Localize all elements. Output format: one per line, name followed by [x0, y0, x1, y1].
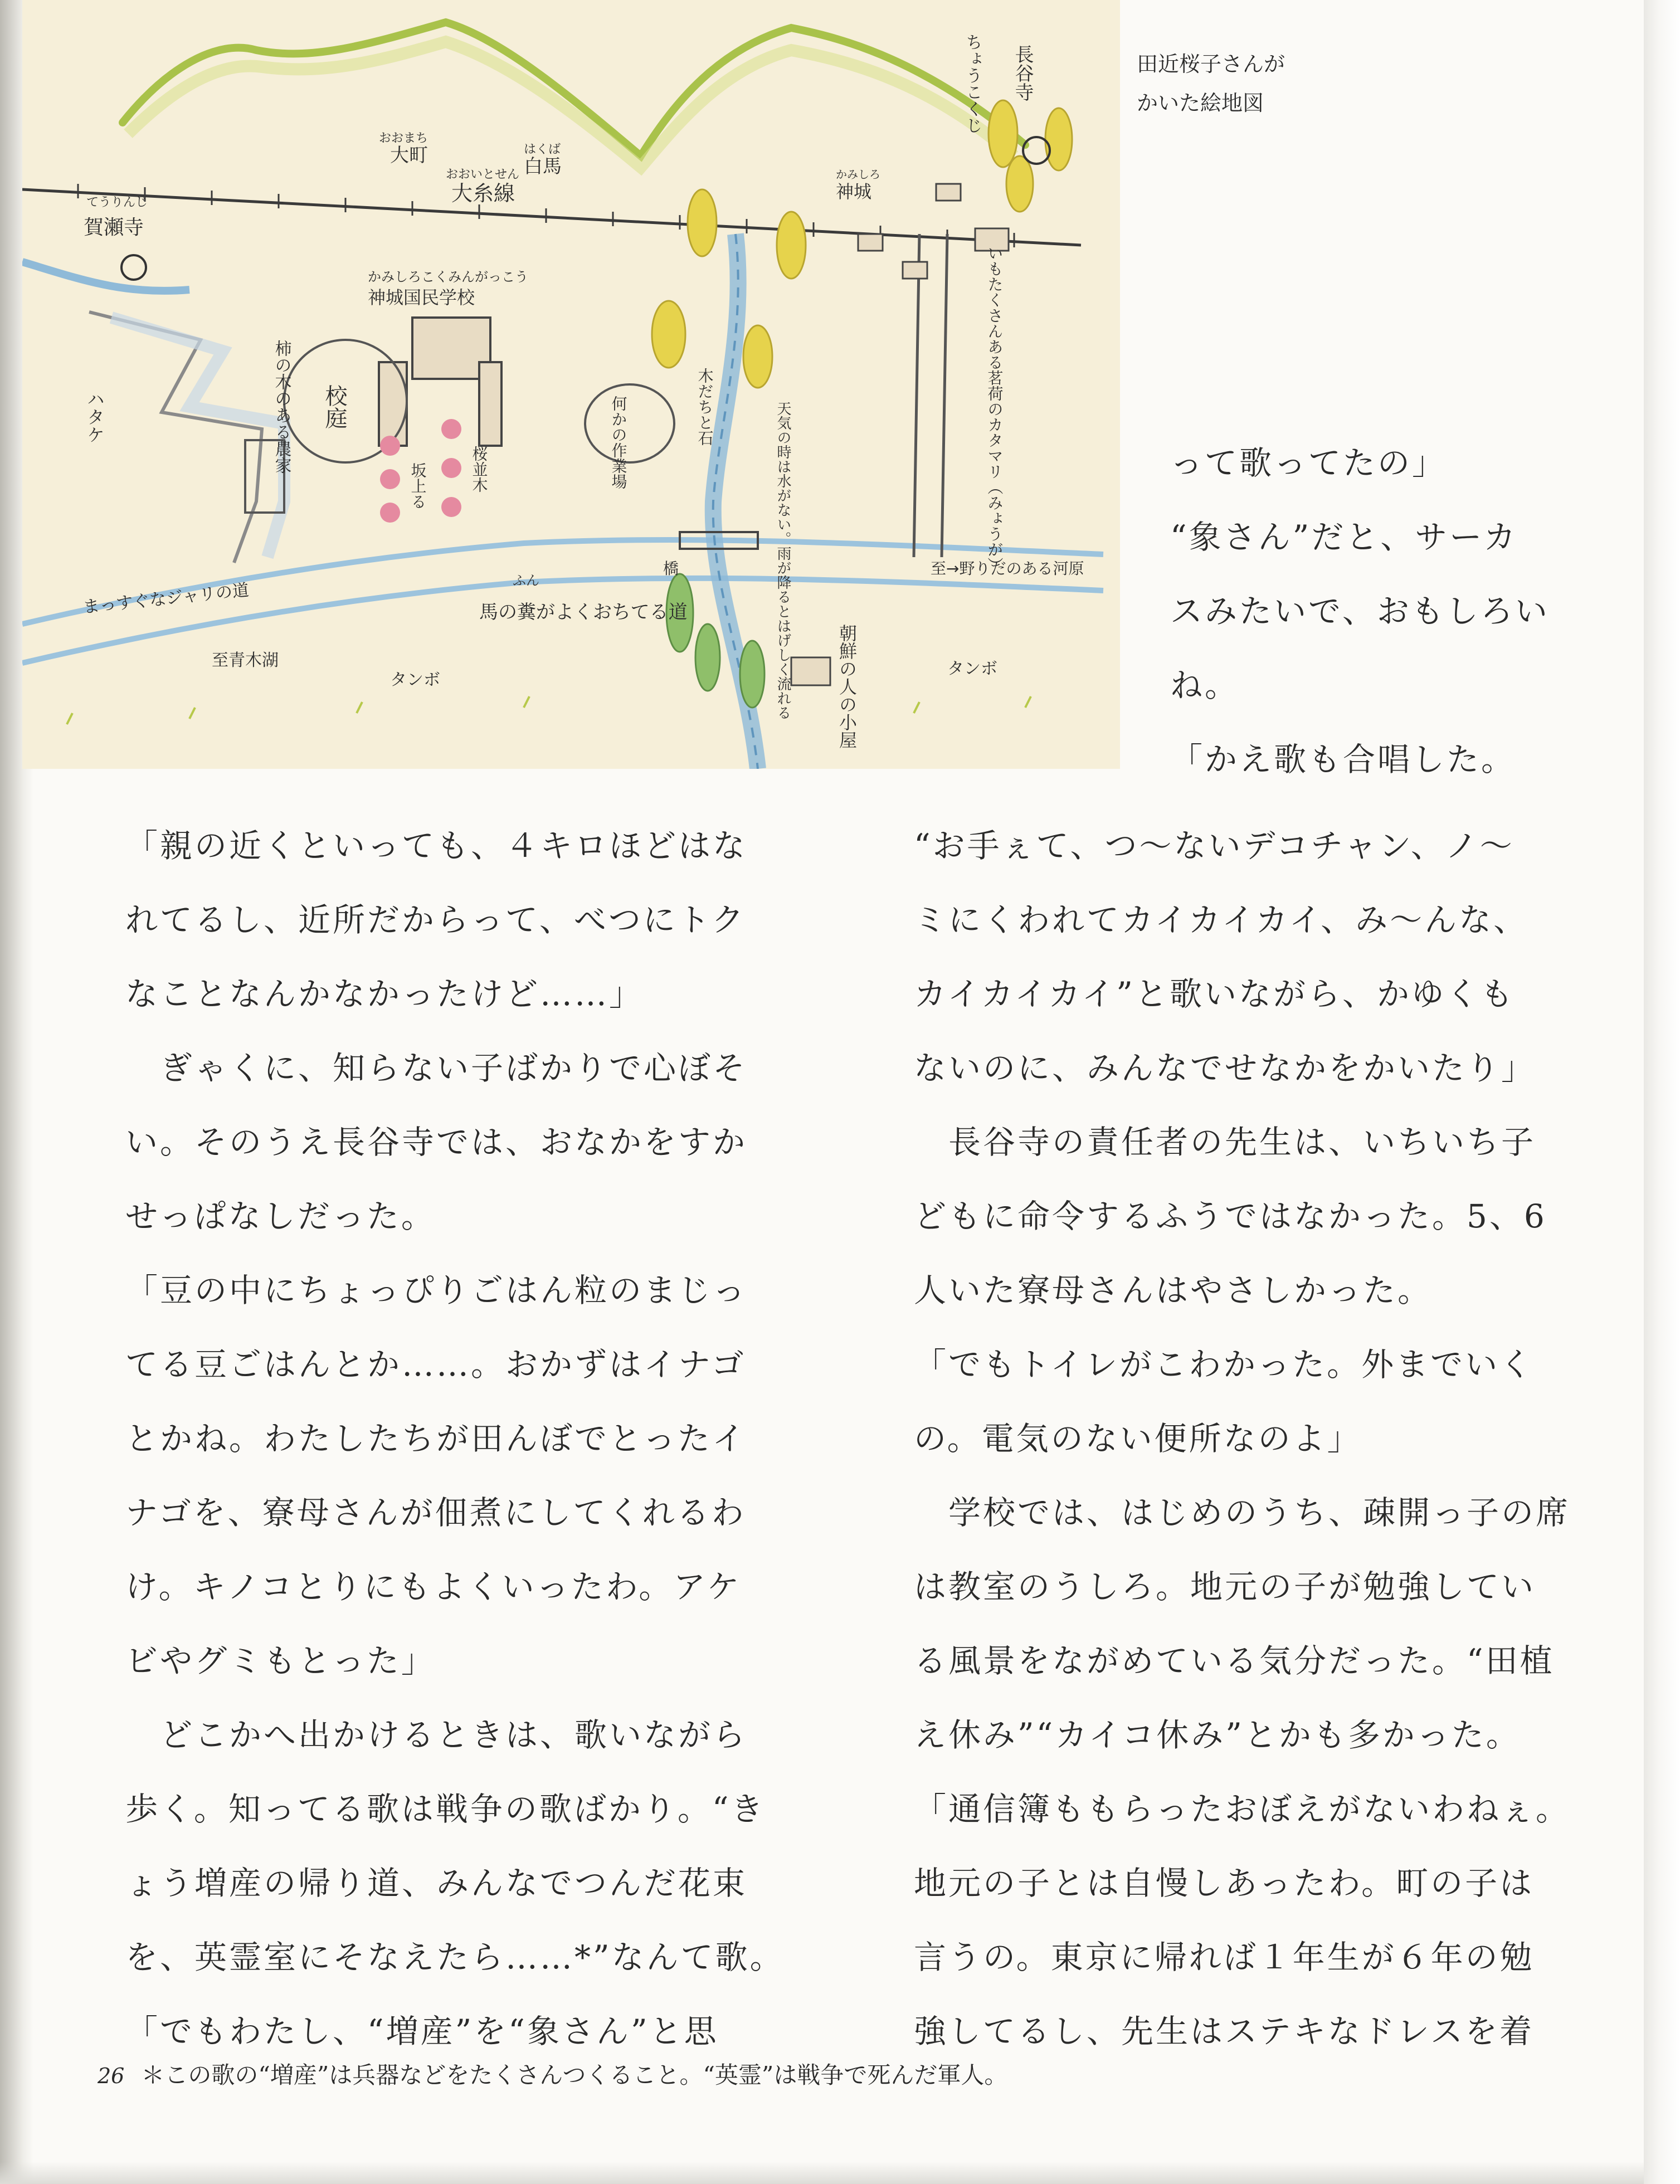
temple-symbol-left	[121, 255, 146, 280]
page-number: 26	[98, 2064, 125, 2088]
text-line: 「かえ歌も合唱した。	[1170, 740, 1516, 778]
text-line: け。キノコとりにもよくいったわ。アケ	[125, 1568, 742, 1606]
text-line: てる豆ごはんとか……。おかずはイナゴ	[125, 1346, 746, 1383]
map-label-kamishiro-ruby: かみしろ	[836, 168, 880, 181]
map-label-chokokuji-kanji: 長谷寺	[1011, 45, 1034, 101]
text-line: 「でもトイレがこわかった。外までいく	[914, 1346, 1535, 1383]
map-label-schoolyard: 校庭	[322, 384, 347, 429]
hand-drawn-map	[22, 0, 1120, 769]
map-label-bridge: 橋	[663, 559, 679, 578]
text-line: 「でもわたし、“増産”を“象さん”と思	[125, 2012, 719, 2050]
map-label-to-onsen: 至→野りだのある河原	[931, 559, 1084, 578]
map-label-sakura: 桜並木	[470, 446, 489, 493]
map-label-hakuba-ruby: はくば	[524, 143, 561, 157]
map-label-chokokuji-kana: ちょうこくじ	[962, 33, 982, 134]
map-label-omachi-ruby: おおまち	[379, 131, 428, 145]
map-label-line-ruby: おおいとせん	[446, 168, 520, 182]
text-line: を、英霊室にそなえたら……*”なんて歌。	[125, 1938, 785, 1976]
page-bottom-edge	[0, 2162, 1644, 2184]
map-label-kamishiro: 神城	[836, 181, 872, 202]
text-line: ょう増産の帰り道、みんなでつんだ花束	[125, 1864, 748, 1902]
village-houses	[791, 184, 1009, 685]
temple-road	[914, 234, 919, 557]
map-label-tanbo-2: タンボ	[947, 659, 997, 679]
text-line: 歩く。知ってる歌は戦争の歌ばかり。“き	[125, 1790, 766, 1828]
text-line: せっぱなしだった。	[125, 1197, 436, 1235]
map-label-slope: 坂上る	[408, 462, 427, 509]
text-line: スみたいで、おもしろい	[1170, 592, 1550, 630]
text-line: れてるし、近所だからって、べつにトク	[125, 901, 746, 939]
text-line: とかね。わたしたちが田んぼでとったイ	[125, 1420, 747, 1457]
text-line: 学校では、はじめのうち、疎開っ子の席	[914, 1494, 1571, 1532]
map-label-trees-stone: 木だちと石	[695, 368, 714, 446]
text-line: る風景をながめている気分だった。“田植	[914, 1642, 1555, 1680]
text-line: 「通信簿ももらったおぼえがないわねぇ。	[914, 1790, 1571, 1828]
map-label-straight-road: まっすぐなジャリの道	[82, 580, 250, 617]
text-line: “お手ぇて、つ～ないデコチャン、ノ～	[914, 827, 1515, 865]
map-label-school-ruby: かみしろこくみんがっこう	[368, 269, 528, 285]
map-caption	[1137, 45, 1371, 123]
text-line: え休み”“カイコ休み”とかも多かった。	[914, 1716, 1521, 1754]
text-line: 地元の子とは自慢しあったわ。町の子は	[914, 1864, 1535, 1902]
left-river	[22, 262, 189, 291]
text-line: 「豆の中にちょっぴりごはん粒のまじっ	[125, 1271, 748, 1309]
text-line: ぎゃくに、知らない子ばかりで心ぼそ	[125, 1049, 748, 1087]
text-line: どもに命令するふうではなかった。5、6	[914, 1197, 1547, 1235]
map-label-myoga: いもたくさんある茗荷のカタマリ（みょうが）	[985, 245, 1004, 573]
text-line: 言うの。東京に帰れば１年生が６年の勉	[914, 1938, 1535, 1976]
map-label-workshop: 何かの作業場	[609, 396, 628, 489]
railway-line	[22, 189, 1081, 245]
mountain-ridge	[123, 22, 1025, 156]
map-label-tanbo-1: タンボ	[390, 670, 440, 690]
map-label-water: 天気の時は水がない。雨が降るとはげしく流れる	[775, 401, 791, 720]
text-column-left	[125, 809, 866, 2069]
map-label-omachi: 大町	[390, 144, 428, 167]
text-line: 強してるし、先生はステキなドレスを着	[914, 2012, 1535, 2050]
map-label-temple-left-ruby: てうりんじ	[86, 196, 148, 209]
caption-line-1: 田近桜子さんが	[1137, 52, 1285, 76]
map-label-to-nojiri: 至青木湖	[212, 651, 279, 670]
map-label-hakuba: 白馬	[524, 155, 562, 178]
winding-road	[89, 312, 262, 563]
text-line: ナゴを、寮母さんが佃煮にしてくれるわ	[125, 1494, 746, 1532]
page-right-edge	[1644, 0, 1680, 2184]
text-line: って歌ってたの」	[1170, 444, 1447, 482]
map-label-dung-hint: ふん	[513, 573, 539, 588]
map-label-persimmon: 柿の木のある農家	[271, 340, 291, 474]
caption-line-2: かいた絵地図	[1137, 91, 1264, 115]
map-label-school: 神城国民学校	[368, 287, 475, 308]
text-line: カイカイカイ”と歌いながら、かゆくも	[914, 975, 1515, 1013]
text-line: の。電気のない便所なのよ」	[914, 1420, 1362, 1457]
workshop-bubble	[585, 384, 674, 462]
text-line: なことなんかなかったけど……」	[125, 975, 644, 1013]
footnote-text: ＊この歌の“増産”は兵器などをたくさんつくること。“英霊”は戦争で死んだ軍人。	[141, 2061, 1008, 2089]
text-line: ビやグミもとった」	[125, 1642, 436, 1680]
footnote	[98, 2059, 1435, 2093]
text-line: 長谷寺の責任者の先生は、いちいち子	[914, 1123, 1536, 1161]
text-line: 「親の近くといっても、４キロほどはな	[125, 827, 748, 865]
text-line: ないのに、みんなでせなかをかいたり」	[914, 1049, 1536, 1087]
text-line: どこかへ出かけるときは、歌いながら	[125, 1716, 748, 1754]
map-label-korean-hut: 朝鮮の人の小屋	[836, 624, 858, 749]
map-label-temple-left: 賀瀬寺	[84, 216, 144, 239]
text-column-right	[914, 809, 1638, 2069]
text-line: ミにくわれてカイカイカイ、み～んな、	[914, 901, 1528, 939]
text-line: “象さん”だと、サーカ	[1170, 518, 1518, 556]
text-line: ね。	[1170, 666, 1240, 704]
text-line: は教室のうしろ。地元の子が勉強してい	[914, 1568, 1536, 1606]
map-label-dung: 馬の糞がよくおちてる道	[479, 601, 688, 623]
map-label-line: 大糸線	[451, 181, 515, 206]
text-line: 人いた寮母さんはやさしかった。	[914, 1271, 1433, 1309]
map-label-field: ハタケ	[84, 390, 105, 443]
map-drawing	[22, 0, 1120, 769]
text-line: い。そのうえ長谷寺では、おなかをすか	[125, 1123, 748, 1161]
text-block-top-right	[1170, 426, 1616, 797]
grass-tufts	[67, 696, 1031, 724]
